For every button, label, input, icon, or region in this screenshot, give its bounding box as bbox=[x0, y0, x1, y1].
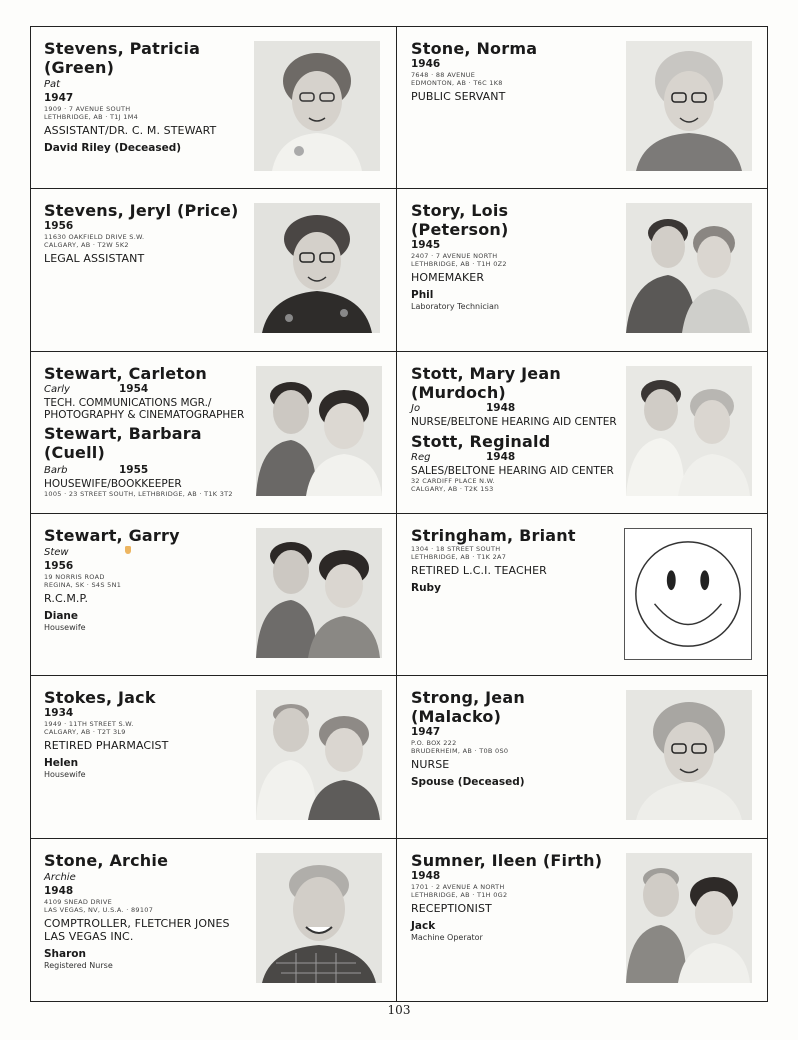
entry-stewart-carleton-barbara bbox=[31, 352, 397, 514]
entry-year: 1956 bbox=[44, 559, 74, 572]
entry-spouse-occupation: Housewife bbox=[44, 622, 86, 632]
entry-stott-maryjean-reginald bbox=[397, 352, 768, 514]
smiley-face-icon bbox=[624, 528, 752, 660]
entry-year: 1948 bbox=[411, 869, 441, 882]
entry-address-line1: 1701 · 2 AVENUE A NORTH bbox=[411, 882, 505, 891]
entry-spouse-occupation: Laboratory Technician bbox=[411, 302, 499, 312]
entry-address-line2: LETHBRIDGE, AB · T1J 1M4 bbox=[44, 113, 139, 121]
directory-grid bbox=[30, 26, 768, 1002]
entry-name: Stevens, Jeryl (Price) bbox=[44, 201, 239, 221]
entry-occupation: NURSE/BELTONE HEARING AID CENTER bbox=[411, 415, 617, 428]
entry-address-line2: CALGARY, AB · T2K 1S3 bbox=[411, 484, 494, 493]
entry-name: Stott, Mary Jean (Murdoch) bbox=[411, 363, 561, 402]
couple-photo bbox=[256, 690, 382, 820]
entry-name: Sumner, Ileen (Firth) bbox=[411, 850, 603, 870]
entry-stone-norma bbox=[397, 27, 768, 189]
entry-stokes-jack bbox=[31, 676, 397, 838]
entry-address-line1: 1304 · 18 STREET SOUTH bbox=[411, 544, 501, 553]
entry-stone-archie bbox=[31, 839, 397, 1001]
entry-address-line2: CALGARY, AB · T2T 3L9 bbox=[44, 728, 126, 737]
portrait-photo bbox=[626, 41, 752, 171]
entry-year: 1954 bbox=[119, 382, 149, 395]
page-stain bbox=[125, 546, 131, 554]
entry-address-line1: 4109 SNEAD DRIVE bbox=[44, 897, 113, 906]
entry-spouse: Diane bbox=[44, 609, 78, 622]
couple-photo bbox=[256, 366, 382, 496]
entry-address-line1: 32 CARDIFF PLACE N.W. bbox=[411, 476, 496, 485]
entry-nickname-2: Barb bbox=[44, 464, 68, 476]
entry-story-lois bbox=[397, 189, 768, 351]
entry-occupation: ASSISTANT/DR. C. M. STEWART bbox=[44, 124, 217, 137]
entry-name: Stringham, Briant bbox=[411, 525, 576, 545]
entry-spouse: Sharon bbox=[44, 947, 86, 960]
entry-spouse: Ruby bbox=[411, 581, 441, 594]
entry-sumner-ileen bbox=[397, 839, 768, 1001]
entry-address-line2: LETHBRIDGE, AB · T1K 2A7 bbox=[411, 552, 507, 561]
entry-occupation-2: HOUSEWIFE/BOOKKEEPER bbox=[44, 477, 182, 490]
portrait-photo bbox=[256, 853, 382, 983]
entry-nickname-2: Reg bbox=[411, 451, 431, 463]
entry-address-line1: 19 NORRIS ROAD bbox=[44, 572, 105, 581]
entry-address-line2: EDMONTON, AB · T6C 1K8 bbox=[411, 79, 503, 87]
entry-year: 1948 bbox=[44, 884, 74, 897]
portrait-photo bbox=[254, 41, 380, 171]
entry-address-line2: REGINA, SK · S4S 5N1 bbox=[44, 580, 122, 589]
entry-name: Stevens, Patricia (Green) bbox=[44, 39, 201, 77]
entry-year: 1947 bbox=[44, 92, 74, 104]
entry-address-line2: LETHBRIDGE, AB · T1H 0Z2 bbox=[411, 260, 507, 269]
entry-occupation: R.C.M.P. bbox=[44, 591, 89, 605]
entry-nickname: Stew bbox=[44, 546, 69, 558]
entry-occupation-2: SALES/BELTONE HEARING AID CENTER bbox=[411, 464, 614, 477]
couple-photo bbox=[626, 366, 752, 496]
couple-photo bbox=[626, 853, 752, 983]
entry-name: Stewart, Carleton bbox=[44, 363, 207, 383]
entry-spouse: Phil bbox=[411, 289, 434, 302]
entry-spouse-occupation: Machine Operator bbox=[411, 932, 483, 942]
couple-photo bbox=[256, 528, 382, 658]
entry-nickname: Pat bbox=[44, 79, 61, 90]
entry-address-line1: 2407 · 7 AVENUE NORTH bbox=[411, 252, 498, 261]
couple-photo bbox=[626, 203, 752, 333]
entry-name: Story, Lois (Peterson) bbox=[411, 201, 509, 240]
entry-spouse: Spouse (Deceased) bbox=[411, 776, 525, 789]
entry-address-line2: LETHBRIDGE, AB · T1H 0G2 bbox=[411, 890, 508, 899]
entry-nickname: Jo bbox=[411, 402, 421, 414]
entry-name: Stone, Archie bbox=[44, 850, 169, 870]
entry-address-line1: P.O. BOX 222 bbox=[411, 739, 457, 748]
entry-spouse-occupation: Housewife bbox=[44, 770, 86, 780]
entry-stringham-briant bbox=[397, 514, 768, 676]
entry-spouse: Helen bbox=[44, 757, 79, 770]
entry-address-line1: 11630 OAKFIELD DRIVE S.W. bbox=[44, 233, 145, 242]
entry-occupation: COMPTROLLER, FLETCHER JONES LAS VEGAS INC. bbox=[44, 916, 230, 943]
entry-spouse: David Riley (Deceased) bbox=[44, 142, 182, 154]
entry-occupation: RETIRED L.C.I. TEACHER bbox=[411, 563, 547, 577]
entry-address-line1: 1949 · 11TH STREET S.W. bbox=[44, 720, 134, 729]
entry-address-line1: 1909 · 7 AVENUE SOUTH bbox=[44, 105, 131, 113]
portrait-photo bbox=[626, 690, 752, 820]
entry-occupation: TECH. COMMUNICATIONS MGR./ PHOTOGRAPHY & CINEMATOGRAPHER bbox=[44, 396, 245, 421]
entry-stewart-garry bbox=[31, 514, 397, 676]
entry-name: Stewart, Garry bbox=[44, 525, 180, 545]
entry-year: 1947 bbox=[411, 726, 441, 739]
entry-stevens-patricia bbox=[31, 27, 397, 189]
entry-nickname: Archie bbox=[44, 871, 76, 883]
entry-year: 1934 bbox=[44, 707, 74, 720]
entry-address-line2: LAS VEGAS, NV, U.S.A. · 89107 bbox=[44, 905, 154, 914]
entry-spouse-occupation: Registered Nurse bbox=[44, 960, 113, 970]
entry-name: Stokes, Jack bbox=[44, 688, 156, 708]
entry-address: 1005 · 23 STREET SOUTH, LETHBRIDGE, AB · T1K 3T2 bbox=[44, 489, 233, 498]
entry-name-2: Stewart, Barbara (Cuell) bbox=[44, 423, 202, 462]
entry-occupation: PUBLIC SERVANT bbox=[411, 90, 506, 103]
entry-spouse: Jack bbox=[411, 919, 436, 932]
entry-name: Strong, Jean (Malacko) bbox=[411, 688, 525, 727]
portrait-photo bbox=[254, 203, 380, 333]
entry-year: 1946 bbox=[411, 58, 441, 70]
entry-year: 1945 bbox=[411, 239, 441, 252]
entry-address-line2: CALGARY, AB · T2W 5K2 bbox=[44, 241, 129, 250]
entry-occupation: NURSE bbox=[411, 758, 450, 772]
entry-nickname: Carly bbox=[44, 383, 70, 395]
entry-occupation: RETIRED PHARMACIST bbox=[44, 739, 169, 753]
entry-occupation: LEGAL ASSISTANT bbox=[44, 252, 145, 266]
entry-year: 1956 bbox=[44, 220, 74, 233]
entry-strong-jean bbox=[397, 676, 768, 838]
entry-stevens-jeryl bbox=[31, 189, 397, 351]
entry-year: 1948 bbox=[486, 401, 516, 414]
entry-address-line2: BRUDERHEIM, AB · T0B 0S0 bbox=[411, 747, 509, 756]
entry-occupation: HOMEMAKER bbox=[411, 271, 485, 285]
entry-occupation: RECEPTIONIST bbox=[411, 901, 492, 915]
entry-name-2: Stott, Reginald bbox=[411, 431, 551, 451]
entry-year-2: 1948 bbox=[486, 450, 516, 463]
entry-address-line1: 7648 · 88 AVENUE bbox=[411, 71, 476, 79]
entry-year-2: 1955 bbox=[119, 463, 149, 476]
entry-name: Stone, Norma bbox=[411, 39, 538, 58]
page-number: 103 bbox=[387, 1003, 411, 1017]
